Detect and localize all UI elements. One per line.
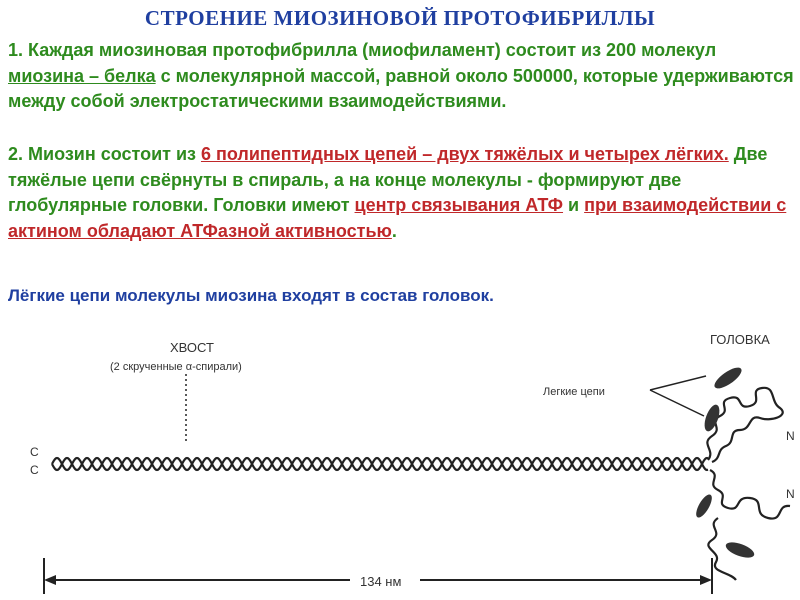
p2-atpase-activity: при взаимодействии с актином обладают АТФазной активностью xyxy=(8,195,787,241)
paragraph-1 xyxy=(8,38,796,115)
myosin-head-lower xyxy=(708,470,790,580)
p2-polypeptide-chains: 6 полипептидных цепей – двух тяжёлых и четырех лёгких. xyxy=(200,144,729,164)
tail-label: ХВОСТ xyxy=(170,340,214,355)
p2-text-e: и xyxy=(563,195,585,215)
myosin-head-upper xyxy=(707,388,782,462)
head-label: ГОЛОВКА xyxy=(710,332,770,347)
c-terminus-1: C xyxy=(30,445,39,459)
p2-text-a: 2. Миозин состоит из xyxy=(8,144,201,164)
scale-length-label: 134 нм xyxy=(360,574,402,589)
page-title: СТРОЕНИЕ МИОЗИНОВОЙ ПРОТОФИБРИЛЛЫ xyxy=(144,6,656,30)
light-chain-2 xyxy=(702,403,723,433)
light-chains-label: Легкие цепи xyxy=(543,386,605,398)
p1-myosin-protein: миозина – белка xyxy=(8,65,156,86)
paragraph-2 xyxy=(8,142,796,244)
p2-text-c: Две тяжёлые цепи свёрнуты в спираль, а на конце молекулы - формируют две глобулярные головки. Головки имеют xyxy=(8,144,768,215)
p2-atp-binding-site: центр связывания АТФ xyxy=(354,195,564,215)
tail-sublabel: (2 скрученные α-спирали) xyxy=(110,361,242,373)
light-chain-3 xyxy=(724,539,756,561)
p1-text-a: 1. Каждая миозиновая протофибрилла (миофиламент) состоит из 200 молекул xyxy=(8,40,717,60)
myosin-molecule-diagram xyxy=(0,318,800,600)
c-terminus-2: C xyxy=(30,463,39,477)
light-chain-4 xyxy=(693,492,715,520)
paragraph-3: Лёгкие цепи молекулы миозина входят в состав головок. xyxy=(8,286,494,305)
p2-text-g: . xyxy=(391,220,397,241)
light-chain-leader-2 xyxy=(650,390,704,416)
light-chain-1 xyxy=(711,364,744,392)
n-terminus-1: N xyxy=(786,429,795,443)
scale-arrow-left xyxy=(44,575,56,585)
scale-arrow-right xyxy=(700,575,712,585)
light-chain-leader-1 xyxy=(650,376,706,390)
n-terminus-2: N xyxy=(786,487,795,501)
p1-text-c: с молекулярной массой, равной около 500000, которые удерживаются между собой электростатическими взаимодействиями. xyxy=(8,65,794,111)
